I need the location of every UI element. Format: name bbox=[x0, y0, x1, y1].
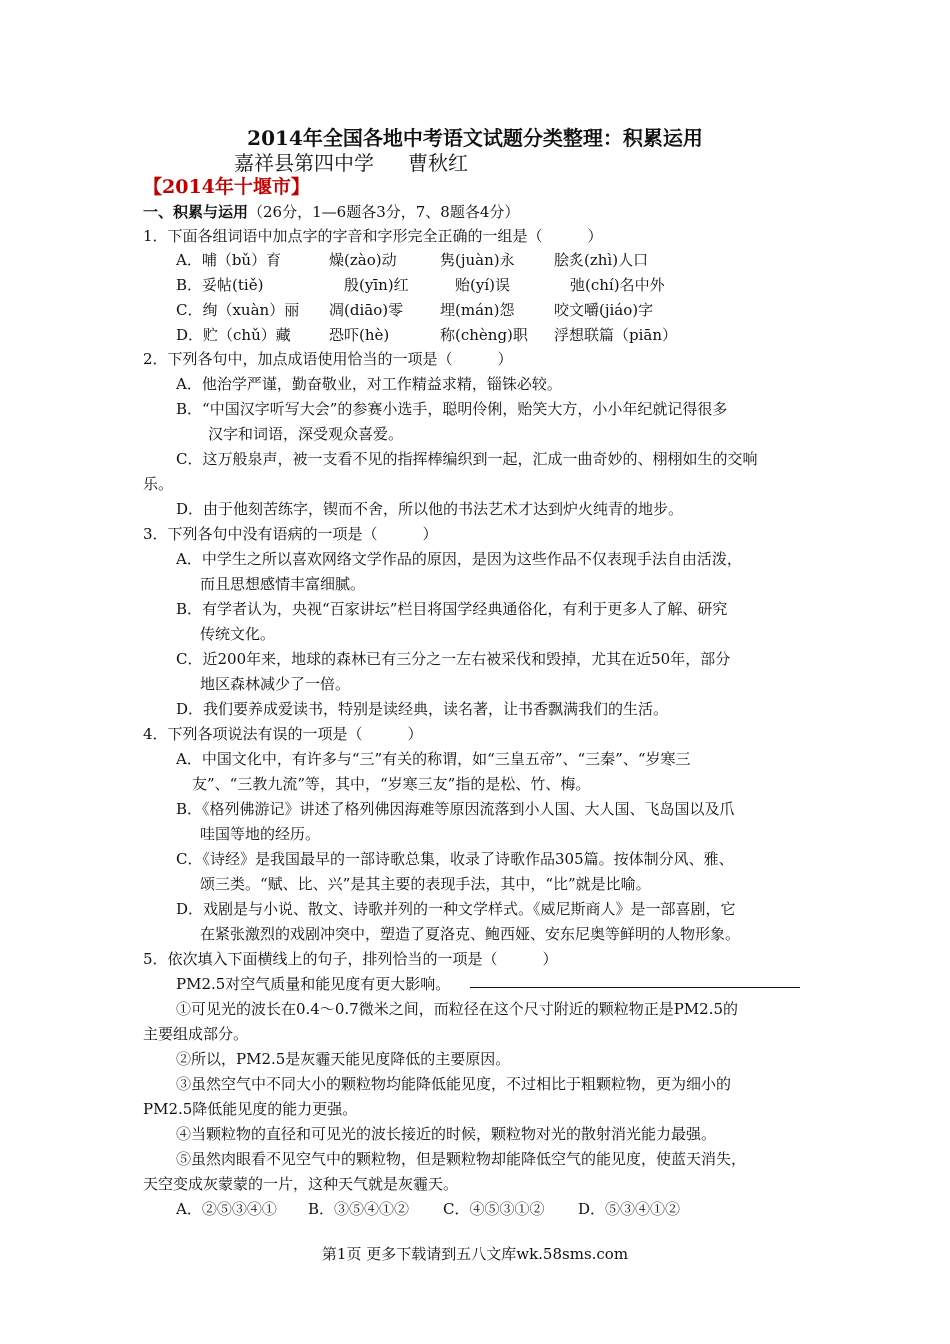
q2-option-c-line2: 乐。 bbox=[143, 475, 174, 493]
q1-stem: 1．下面各组词语中加点字的字音和字形完全正确的一组是（ ） bbox=[143, 227, 603, 245]
q2-option-c-line1: C．这万般泉声，被一支看不见的指挥棒编织到一起，汇成一曲奇妙的、栩栩如生的交响 bbox=[176, 450, 758, 468]
q5-sentence-2: ②所以，PM2.5是灰霾天能见度降低的主要原因。 bbox=[176, 1050, 511, 1068]
q1-option-c-1: C．绚（xuàn）丽 bbox=[176, 301, 300, 319]
q1-option-a-1: A．哺（bǔ）育 bbox=[176, 251, 282, 269]
q1-option-a-2: 燥(zào)动 bbox=[329, 251, 397, 269]
q1-option-a-3: 隽(juàn)永 bbox=[440, 251, 515, 269]
q3-option-c-line1: C．近200年来，地球的森林已有三分之一左右被采伐和毁掉，尤其在近50年，部分 bbox=[176, 650, 731, 668]
q2-option-b-line1: B．“中国汉字听写大会”的参赛小选手，聪明伶俐，贻笑大方，小小年纪就记得很多 bbox=[176, 400, 728, 418]
q1-option-c-4: 咬文嚼(jiáo)字 bbox=[554, 301, 654, 319]
q4-option-d-line2: 在紧张激烈的戏剧冲突中，塑造了夏洛克、鲍西娅、安东尼奥等鲜明的人物形象。 bbox=[200, 925, 741, 943]
q3-stem: 3．下列各句中没有语病的一项是（ ） bbox=[143, 525, 438, 543]
q5-sentence-5-line1: ⑤虽然肉眼看不见空气中的颗粒物，但是颗粒物却能降低空气的能见度，使蓝天消失， bbox=[176, 1150, 747, 1168]
q4-option-c-line1: C．《诗经》是我国最早的一部诗歌总集，收录了诗歌作品305篇。按体制分风、雅、 bbox=[176, 850, 734, 868]
q3-option-c-line2: 地区森林减少了一倍。 bbox=[200, 675, 351, 693]
q1-option-a-4: 脍炙(zhì)人口 bbox=[554, 251, 649, 269]
q1-option-d-1: D．贮（chǔ）藏 bbox=[176, 326, 291, 344]
q1-option-d-2: 恐吓(hè) bbox=[329, 326, 390, 344]
q5-sentence-1-line2: 主要组成部分。 bbox=[143, 1025, 249, 1043]
q1-option-b-2: 殷(yīn)红 bbox=[344, 276, 409, 294]
section-title: 一、积累与运用 bbox=[143, 203, 249, 221]
q1-option-c-3: 埋(mán)怨 bbox=[440, 301, 515, 319]
q5-lead-sentence: PM2.5对空气质量和能见度有更大影响。 bbox=[176, 975, 451, 993]
document-title: 2014年全国各地中考语文试题分类整理：积累运用 bbox=[247, 126, 703, 150]
q5-option-c: C．④⑤③①② bbox=[443, 1200, 545, 1218]
school-name: 嘉祥县第四中学 bbox=[234, 151, 374, 175]
q5-sentence-1-line1: ①可见光的波长在0.4～0.7微米之间，而粒径在这个尺寸附近的颗粒物正是PM2.5的 bbox=[176, 1000, 739, 1018]
region-heading: 【2014年十堰市】 bbox=[143, 176, 310, 198]
q1-option-b-3: 贻(yí)误 bbox=[455, 276, 510, 294]
q5-option-d: D．⑤③④①② bbox=[578, 1200, 681, 1218]
q5-sentence-3-line2: PM2.5降低能见度的能力更强。 bbox=[143, 1100, 358, 1118]
q4-option-d-line1: D．戏剧是与小说、散文、诗歌并列的一种文学样式。《威尼斯商人》是一部喜剧，它 bbox=[176, 900, 736, 918]
q1-option-d-4: 浮想联篇（piān） bbox=[554, 326, 678, 344]
q5-stem: 5．依次填入下面横线上的句子，排列恰当的一项是（ ） bbox=[143, 950, 558, 968]
q2-option-a: A．他治学严谨，勤奋敬业，对工作精益求精，锱铢必较。 bbox=[176, 375, 562, 393]
q5-sentence-4: ④当颗粒物的直径和可见光的波长接近的时候，颗粒物对光的散射消光能力最强。 bbox=[176, 1125, 717, 1143]
q2-option-d: D．由于他刻苦练字，锲而不舍，所以他的书法艺术才达到炉火纯青的地步。 bbox=[176, 500, 684, 518]
q3-option-d: D．我们要养成爱读书，特别是读经典，读名著，让书香飘满我们的生活。 bbox=[176, 700, 669, 718]
q4-option-a-line2: 友”、“三教九流”等，其中，“岁寒三友”指的是松、竹、梅。 bbox=[192, 775, 591, 793]
q1-option-d-3: 称(chèng)职 bbox=[440, 326, 528, 344]
q4-option-b-line2: 哇国等地的经历。 bbox=[200, 825, 321, 843]
q1-option-b-1: B．妥帖(tiě) bbox=[176, 276, 264, 294]
q3-option-b-line1: B．有学者认为，央视“百家讲坛”栏目将国学经典通俗化，有利于更多人了解、研究 bbox=[176, 600, 728, 618]
section-note: （26分，1—6题各3分，7、8题各4分） bbox=[248, 203, 520, 221]
q5-option-b: B．③⑤④①② bbox=[308, 1200, 410, 1218]
q5-option-a: A．②⑤③④① bbox=[176, 1200, 277, 1218]
q1-option-b-4: 弛(chí)名中外 bbox=[570, 276, 665, 294]
q3-option-a-line2: 而且思想感情丰富细腻。 bbox=[200, 575, 366, 593]
q2-stem: 2．下列各句中，加点成语使用恰当的一项是（ ） bbox=[143, 350, 513, 368]
q2-option-b-line2: 汉字和词语，深受观众喜爱。 bbox=[208, 425, 404, 443]
author-line bbox=[234, 150, 502, 176]
q4-option-a-line1: A．中国文化中，有许多与“三”有关的称谓，如“三皇五帝”、“三秦”、“岁寒三 bbox=[176, 750, 691, 768]
q3-option-a-line1: A．中学生之所以喜欢网络文学作品的原因，是因为这些作品不仅表现手法自由活泼， bbox=[176, 550, 742, 568]
q4-option-b-line1: B．《格列佛游记》讲述了格列佛因海难等原因流落到小人国、大人国、飞岛国以及爪 bbox=[176, 800, 735, 818]
fill-in-blank-line bbox=[470, 987, 800, 988]
section-heading bbox=[143, 202, 519, 222]
q4-stem: 4．下列各项说法有误的一项是（ ） bbox=[143, 725, 423, 743]
q5-sentence-5-line2: 天空变成灰蒙蒙的一片，这种天气就是灰霾天。 bbox=[143, 1175, 459, 1193]
q5-sentence-3-line1: ③虽然空气中不同大小的颗粒物均能降低能见度，不过相比于粗颗粒物，更为细小的 bbox=[176, 1075, 732, 1093]
q4-option-c-line2: 颂三类。“赋、比、兴”是其主要的表现手法，其中，“比”就是比喻。 bbox=[200, 875, 651, 893]
q3-option-b-line2: 传统文化。 bbox=[200, 625, 276, 643]
page-footer: 第1页 更多下载请到五八文库wk.58sms.com bbox=[321, 1245, 629, 1263]
q1-option-c-2: 凋(diāo)零 bbox=[329, 301, 404, 319]
author-name: 曹秋红 bbox=[408, 151, 468, 175]
